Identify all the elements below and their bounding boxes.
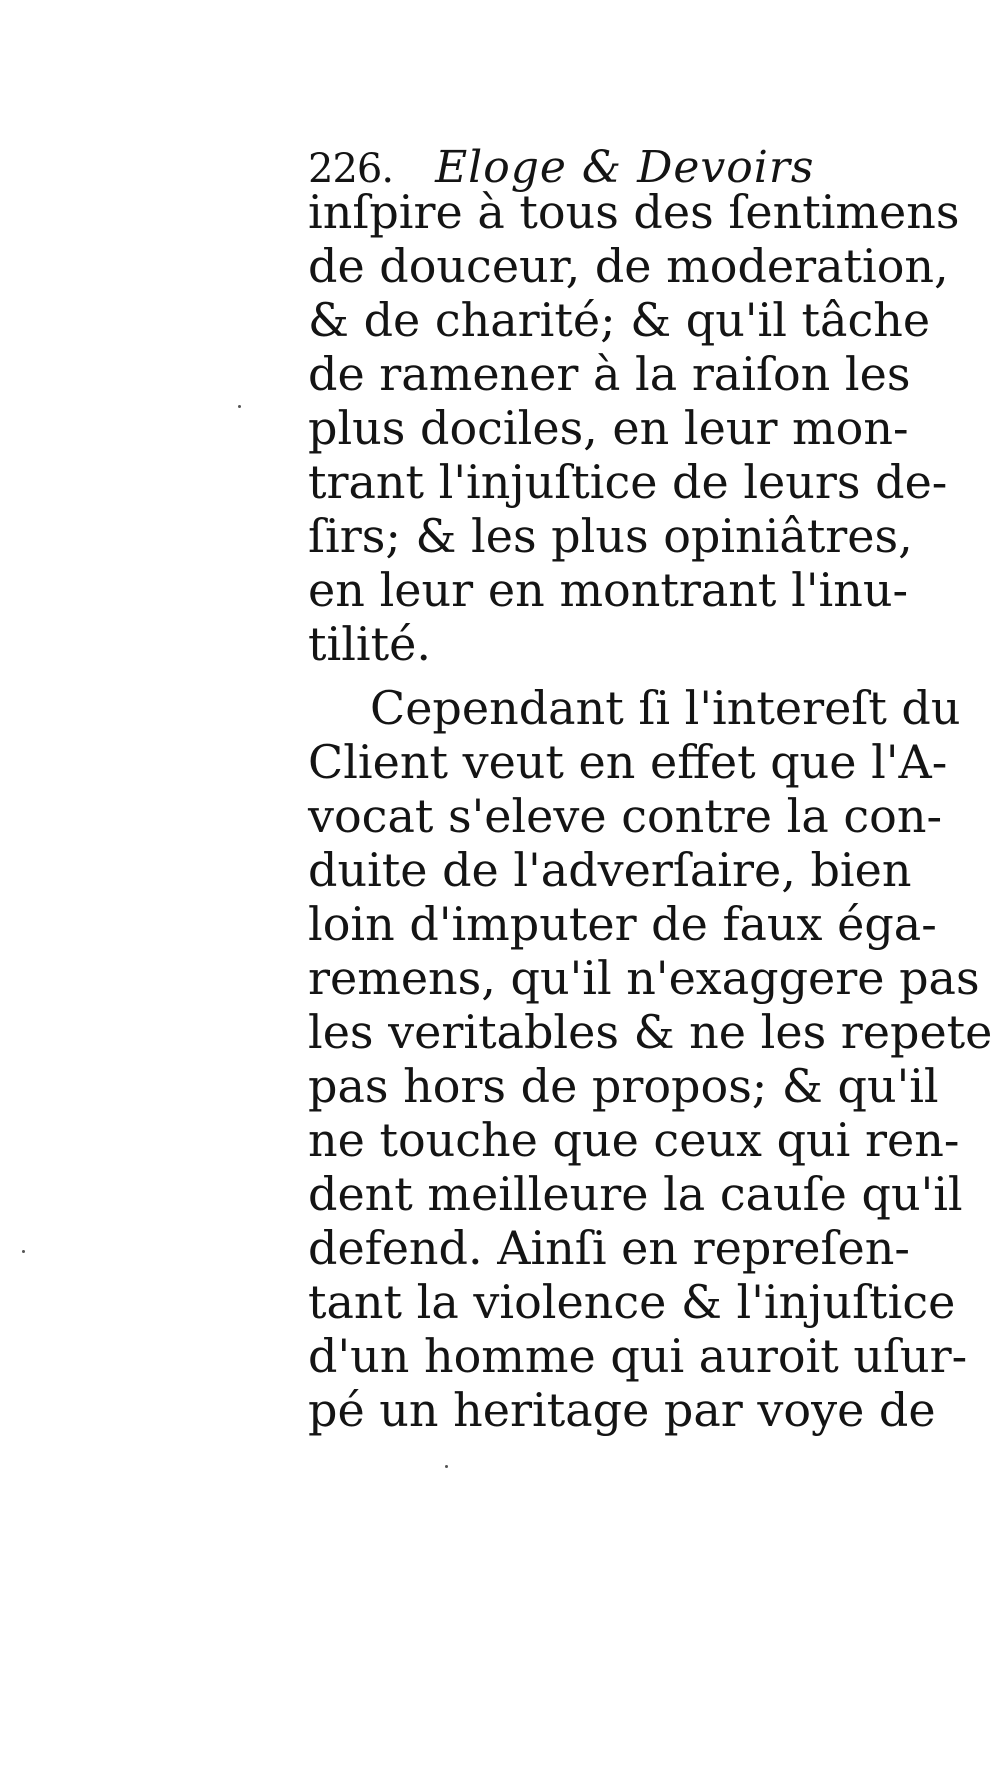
- text-line: d'un homme qui auroit uſur-: [308, 1329, 968, 1383]
- text-line: en leur en montrant l'inu-: [308, 563, 908, 617]
- text-line: ne touche que ceux qui ren-: [308, 1113, 960, 1167]
- text-line: & de charité; & qu'il tâche: [308, 293, 931, 347]
- text-line: pé un heritage par voye de: [308, 1383, 936, 1437]
- text-line: loin d'imputer de faux éga-: [308, 897, 937, 951]
- text-line: Cependant ſi l'intereſt du: [370, 681, 961, 735]
- text-line: tant la violence & l'injuſtice: [308, 1275, 956, 1329]
- scan-speck: [238, 405, 241, 408]
- text-line: de ramener à la raiſon les: [308, 347, 911, 401]
- text-line: ſirs; & les plus opiniâtres,: [308, 509, 913, 563]
- text-line: defend. Ainſi en repreſen-: [308, 1221, 910, 1275]
- text-line: les veritables & ne les repete: [308, 1005, 993, 1059]
- text-line: duite de l'adverſaire, bien: [308, 843, 912, 897]
- text-line: de douceur, de moderation,: [308, 239, 949, 293]
- text-line: trant l'injuſtice de leurs de-: [308, 455, 948, 509]
- scan-speck: [445, 1465, 448, 1468]
- paragraph-gap: [308, 671, 908, 681]
- text-line: dent meilleure la cauſe qu'il: [308, 1167, 963, 1221]
- text-line: plus dociles, en leur mon-: [308, 401, 909, 455]
- text-line: inſpire à tous des ſentimens: [308, 185, 960, 239]
- scan-speck: [22, 1250, 25, 1253]
- text-line: pas hors de propos; & qu'il: [308, 1059, 939, 1113]
- text-line: tilité.: [308, 617, 431, 671]
- page-number: 226.: [308, 146, 394, 192]
- text-line: remens, qu'il n'exaggere pas: [308, 951, 980, 1005]
- text-line: vocat s'eleve contre la con-: [308, 789, 943, 843]
- running-title: Eloge & Devoirs: [435, 142, 815, 193]
- text-line: Client veut en effet que l'A-: [308, 735, 948, 789]
- paragraph: [308, 681, 993, 1437]
- body-text: [308, 185, 993, 1437]
- paragraph: [308, 185, 960, 671]
